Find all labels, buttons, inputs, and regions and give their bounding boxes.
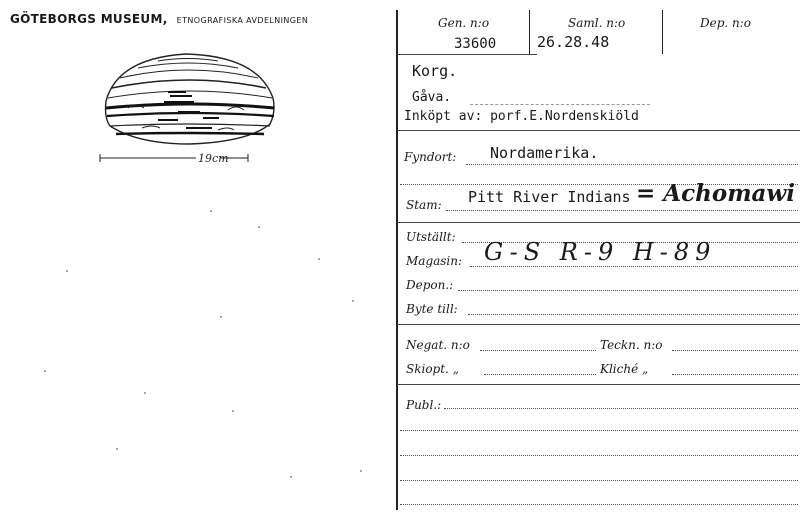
teckn-label: Teckn. n:o [600, 338, 663, 352]
stam-handwritten: = Achomawi [636, 180, 795, 207]
stam-value: Pitt River Indians [468, 188, 631, 206]
gen-no-label: Gen. n:o [438, 16, 490, 30]
fyndort-value: Nordamerika. [490, 144, 599, 162]
department-name: ETNOGRAFISKA AVDELNINGEN [176, 16, 309, 25]
depon-label: Depon.: [406, 278, 454, 292]
fyndort-label: Fyndort: [404, 150, 457, 164]
stam-label: Stam: [406, 198, 442, 212]
scale-note: 19cm [198, 152, 229, 165]
saml-no-value: 26.28.48 [537, 33, 610, 51]
negat-label: Negat. n:o [406, 338, 470, 352]
museum-header [10, 8, 308, 27]
gen-no-value: 33600 [454, 36, 497, 52]
magasin-value: G-S R-9 H-89 [484, 238, 717, 266]
skiopt-label: Skiopt. „ [406, 362, 459, 376]
inkopt-line: Inköpt av: porf.E.Nordenskiöld [404, 109, 639, 124]
kliche-label: Kliché „ [600, 362, 649, 376]
utstallt-label: Utställt: [406, 230, 456, 244]
basket-drawing [98, 46, 283, 171]
magasin-label: Magasin: [406, 254, 463, 268]
saml-no-label: Saml. n:o [568, 16, 626, 30]
museum-name: GÖTEBORGS MUSEUM, [10, 12, 168, 26]
byte-label: Byte till: [406, 302, 458, 316]
object-name: Korg. [412, 62, 458, 80]
publ-label: Publ.: [406, 398, 442, 412]
gava-line: Gåva. [412, 90, 452, 105]
dep-no-label: Dep. n:o [700, 16, 752, 30]
